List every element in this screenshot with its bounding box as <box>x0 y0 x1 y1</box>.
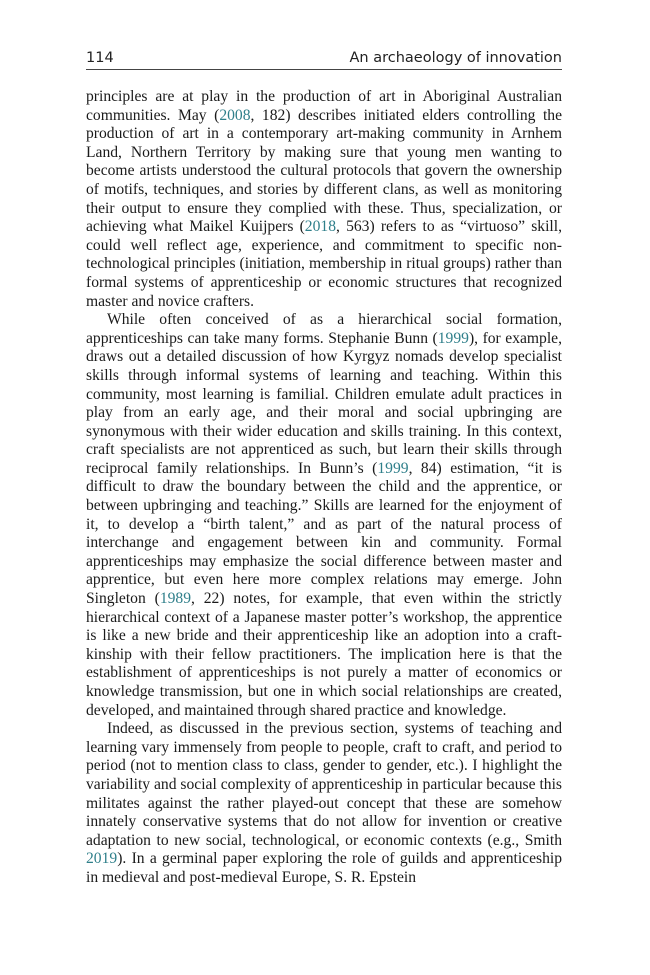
citation-link[interactable]: 2019 <box>86 850 118 868</box>
citation-link[interactable]: 1999 <box>437 329 469 347</box>
paragraph <box>86 88 562 311</box>
text-segment: Indeed, as discussed in the previous section, systems of teaching and learning vary immensely from people to people, craft to craft, and period to period (not to mention class to class, gender to gender, etc.). I highlight the variability and social complexity of apprenticeship in particular because this militates against the rather played-out concept that these are somehow innately conservative systems that do not allow for invention or creative adaptation to new social, technological, or economic contexts (e.g., Smith <box>86 720 562 849</box>
citation-link[interactable]: 2008 <box>219 106 251 124</box>
text-segment: , 563) refers to as “virtuoso” skill, could well reflect age, experience, and commitment to specific non-technological principles (initiation, membership in ritual groups) rather than formal systems of apprenticeship or economic structures that recognized master and novice crafters. <box>86 218 562 310</box>
text-segment: , 22) notes, for example, that even within the strictly hierarchical context of a Japanese master potter’s workshop, the apprentice is like a new bride and their apprenticeship like an adoption into a craft-kinship with their fellow practitioners. The implication here is that the establishment of apprenticeships is not purely a matter of economics or knowledge transmission, but one in which social relationships are created, developed, and maintained through shared practice and knowledge. <box>86 590 562 719</box>
text-segment: ). In a germinal paper exploring the role of guilds and apprenticeship in medieval and post-medieval Europe, S. R. Epstein <box>86 850 562 886</box>
running-title: An archaeology of innovation <box>349 50 562 66</box>
paragraph <box>86 311 562 720</box>
text-segment: , 182) describes initiated elders controlling the production of art in a contemporary art-making community in Arnhem Land, Northern Territory by making sure that young men wanting to become artists understood the cultural protocols that govern the ownership of motifs, techniques, and stories by different clans, as well as monitoring their output to ensure they complied with these. Thus, specialization, or achieving what Maikel Kuijpers ( <box>86 106 563 236</box>
body-text <box>86 88 562 888</box>
page-number: 114 <box>86 50 114 66</box>
text-segment: ), for example, draws out a detailed discussion of how Kyrgyz nomads develop specialist skills through informal systems of learning and teaching. Within this community, most learning is familial. Children emulate adult practices in play from an early age, and their moral and social upbringing are synonymous with their wider education and skills training. In this context, craft specialists are not apprenticed as such, but learn their skills through reciprocal family relationships. In Bunn’s ( <box>86 329 562 477</box>
text-segment: While often conceived of as a hierarchical social formation, apprenticeships can take many forms. Stephanie Bunn ( <box>86 311 562 347</box>
running-header <box>86 50 562 70</box>
text-segment: principles are at play in the production of art in Aboriginal Australian communities. May ( <box>86 88 562 124</box>
citation-link[interactable]: 2018 <box>304 218 336 236</box>
citation-link[interactable]: 1999 <box>377 459 409 477</box>
paragraph <box>86 720 562 887</box>
text-segment: , 84) estimation, “it is difficult to draw the boundary between the child and the apprentice, or between upbringing and teaching.” Skills are learned for the enjoyment of it, to develop a “birth talent,” and as part of the natural process of interchange and engagement between kin and community. Formal apprenticeships may emphasize the social difference between master and apprentice, but even here more complex relations may emerge. John Singleton ( <box>86 459 562 608</box>
citation-link[interactable]: 1989 <box>159 590 191 608</box>
